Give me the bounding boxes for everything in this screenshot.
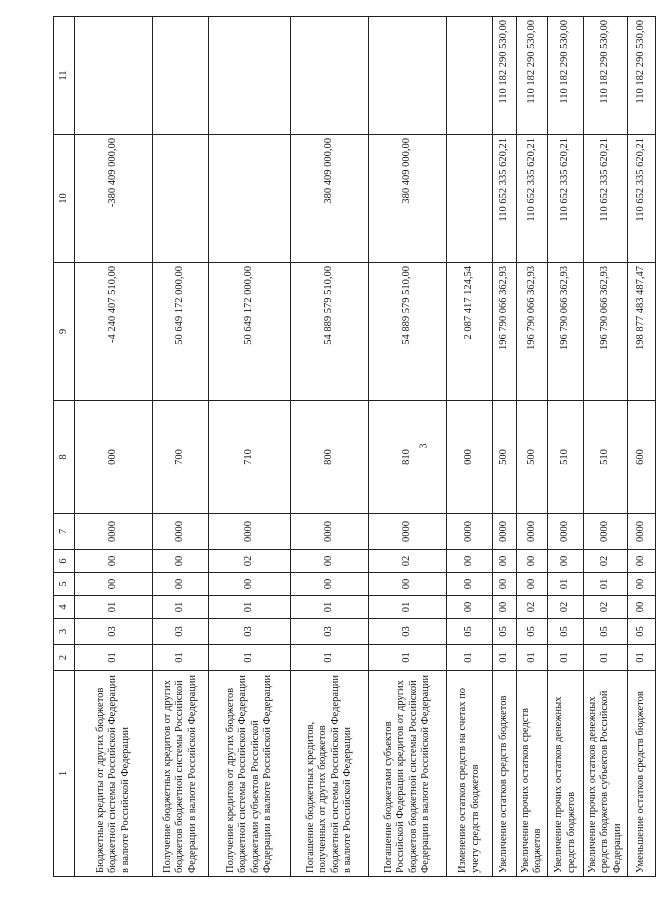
code-cell: 00 (548, 550, 584, 573)
code-cell: 00 (153, 573, 209, 596)
code-cell: 02 (584, 596, 628, 619)
column-header: 8 (54, 401, 75, 514)
code-cell: 01 (153, 596, 209, 619)
amount-cell: 196 790 066 362,93 (548, 263, 584, 401)
code-cell: 01 (628, 645, 656, 671)
code-cell: 00 (75, 550, 153, 573)
row-name-cell: Получение бюджетных кредитов от других бюджетов бюджетной системы Российской Федерации в валюте Российской Федерации (153, 671, 209, 877)
row-name-cell: Изменение остатков средств на счетах по учету средств бюджетов (447, 671, 493, 877)
code-cell: 0000 (75, 514, 153, 550)
table-body (54, 17, 656, 877)
amount-cell: 196 790 066 362,93 (517, 263, 548, 401)
table-row (628, 17, 656, 877)
code-cell: 700 (153, 401, 209, 514)
amount-cell: 110 652 335 620,21 (493, 135, 517, 263)
code-cell: 0000 (548, 514, 584, 550)
column-header: 3 (54, 619, 75, 645)
code-cell: 000 (447, 401, 493, 514)
code-cell: 600 (628, 401, 656, 514)
code-cell: 01 (548, 573, 584, 596)
code-cell: 05 (447, 619, 493, 645)
code-cell: 01 (447, 645, 493, 671)
code-cell: 00 (493, 596, 517, 619)
code-cell: 00 (628, 573, 656, 596)
code-cell: 00 (493, 550, 517, 573)
code-cell: 00 (493, 573, 517, 596)
column-header: 1 (54, 671, 75, 877)
code-cell: 01 (584, 645, 628, 671)
amount-cell: 198 877 483 487,47 (628, 263, 656, 401)
row-name-cell: Бюджетные кредиты от других бюджетов бюджетной системы Российской Федерации в валюте Российской Федерации (75, 671, 153, 877)
row-name-cell: Увеличение прочих остатков средств бюджетов (517, 671, 548, 877)
row-name-cell: Получение кредитов от других бюджетов бюджетной системы Российской Федерации бюджетами субъектов Российской Федерации в валюте Российской Федерации (209, 671, 291, 877)
code-cell: 02 (548, 596, 584, 619)
code-cell: 03 (291, 619, 369, 645)
code-cell: 03 (75, 619, 153, 645)
amount-cell (153, 17, 209, 135)
amount-cell: 54 889 579 510,00 (369, 263, 447, 401)
table-row (291, 17, 369, 877)
code-cell: 02 (584, 550, 628, 573)
table-row (369, 17, 447, 877)
code-cell: 0000 (517, 514, 548, 550)
amount-cell: 2 087 417 124,54 (447, 263, 493, 401)
column-header: 6 (54, 550, 75, 573)
amount-cell: 196 790 066 362,93 (493, 263, 517, 401)
code-cell: 02 (369, 550, 447, 573)
amount-cell (447, 135, 493, 263)
rotated-table-container (53, 17, 647, 877)
code-cell: 00 (75, 573, 153, 596)
code-cell: 02 (209, 550, 291, 573)
code-cell: 01 (517, 645, 548, 671)
table-row (75, 17, 153, 877)
code-cell: 510 (548, 401, 584, 514)
budget-sources-table (53, 16, 656, 877)
code-cell: 00 (153, 550, 209, 573)
code-cell: 0000 (369, 514, 447, 550)
code-cell: 05 (517, 619, 548, 645)
amount-cell (291, 17, 369, 135)
table-row (548, 17, 584, 877)
amount-cell (209, 135, 291, 263)
code-cell: 800 (291, 401, 369, 514)
column-header: 10 (54, 135, 75, 263)
column-header: 9 (54, 263, 75, 401)
page-number: 3 (418, 443, 430, 449)
code-cell: 02 (517, 596, 548, 619)
column-header: 7 (54, 514, 75, 550)
code-cell: 0000 (291, 514, 369, 550)
code-cell: 00 (291, 573, 369, 596)
code-cell: 01 (209, 645, 291, 671)
table-row (209, 17, 291, 877)
table-row (517, 17, 548, 877)
amount-cell: 110 652 335 620,21 (628, 135, 656, 263)
amount-cell: 380 409 000,00 (369, 135, 447, 263)
code-cell: 0000 (628, 514, 656, 550)
code-cell: 01 (291, 596, 369, 619)
amount-cell: 110 182 290 530,00 (517, 17, 548, 135)
code-cell: 510 (584, 401, 628, 514)
code-cell: 01 (369, 645, 447, 671)
code-cell: 03 (209, 619, 291, 645)
amount-cell: 196 790 066 362,93 (584, 263, 628, 401)
code-cell: 00 (447, 596, 493, 619)
column-header: 2 (54, 645, 75, 671)
code-cell: 00 (517, 550, 548, 573)
table-row (153, 17, 209, 877)
code-cell: 00 (628, 550, 656, 573)
amount-cell: -4 240 407 510,00 (75, 263, 153, 401)
code-cell: 00 (369, 573, 447, 596)
row-name-cell: Увеличение прочих остатков денежных средств бюджетов субъектов Российской Федерации (584, 671, 628, 877)
code-cell: 01 (369, 596, 447, 619)
row-name-cell: Увеличение прочих остатков денежных средств бюджетов (548, 671, 584, 877)
code-cell: 500 (493, 401, 517, 514)
code-cell: 01 (209, 596, 291, 619)
code-cell: 05 (548, 619, 584, 645)
code-cell: 05 (628, 619, 656, 645)
amount-cell: -380 409 000,00 (75, 135, 153, 263)
column-header: 5 (54, 573, 75, 596)
header-row (54, 17, 75, 877)
code-cell: 03 (153, 619, 209, 645)
row-name-cell: Уменьшение остатков средств бюджетов (628, 671, 656, 877)
amount-cell (75, 17, 153, 135)
amount-cell: 110 652 335 620,21 (517, 135, 548, 263)
row-name-cell: Погашение бюджетами субъектов Российской Федерации кредитов от других бюджетов бюджетной системы Российской Федерации в валюте Российской Федерации (369, 671, 447, 877)
table-row (584, 17, 628, 877)
amount-cell: 50 649 172 000,00 (209, 263, 291, 401)
code-cell: 01 (75, 645, 153, 671)
code-cell: 00 (209, 573, 291, 596)
table-row (447, 17, 493, 877)
code-cell: 00 (447, 573, 493, 596)
code-cell: 03 (369, 619, 447, 645)
amount-cell (447, 17, 493, 135)
row-name-cell: Погашение бюджетных кредитов, полученных от других бюджетов бюджетной системы Российской Федерации в валюте Российской Федерации (291, 671, 369, 877)
code-cell: 01 (153, 645, 209, 671)
amount-cell: 110 182 290 530,00 (548, 17, 584, 135)
amount-cell (369, 17, 447, 135)
amount-cell: 110 182 290 530,00 (584, 17, 628, 135)
amount-cell: 110 182 290 530,00 (493, 17, 517, 135)
table-row (493, 17, 517, 877)
amount-cell: 50 649 172 000,00 (153, 263, 209, 401)
amount-cell: 54 889 579 510,00 (291, 263, 369, 401)
row-name-cell: Увеличение остатков средств бюджетов (493, 671, 517, 877)
code-cell: 0000 (493, 514, 517, 550)
code-cell: 0000 (153, 514, 209, 550)
column-header: 4 (54, 596, 75, 619)
code-cell: 01 (291, 645, 369, 671)
code-cell: 500 (517, 401, 548, 514)
amount-cell: 110 182 290 530,00 (628, 17, 656, 135)
code-cell: 01 (548, 645, 584, 671)
code-cell: 0000 (447, 514, 493, 550)
code-cell: 710 (209, 401, 291, 514)
amount-cell: 110 652 335 620,21 (584, 135, 628, 263)
code-cell: 05 (584, 619, 628, 645)
code-cell: 01 (493, 645, 517, 671)
code-cell: 000 (75, 401, 153, 514)
code-cell: 01 (584, 573, 628, 596)
code-cell: 0000 (209, 514, 291, 550)
code-cell: 00 (517, 573, 548, 596)
code-cell: 00 (628, 596, 656, 619)
code-cell: 0000 (584, 514, 628, 550)
code-cell: 00 (447, 550, 493, 573)
code-cell: 01 (75, 596, 153, 619)
amount-cell: 110 652 335 620,21 (548, 135, 584, 263)
column-header: 11 (54, 17, 75, 135)
amount-cell (153, 135, 209, 263)
code-cell: 810 (369, 401, 447, 514)
code-cell: 05 (493, 619, 517, 645)
amount-cell: 380 409 000,00 (291, 135, 369, 263)
code-cell: 00 (291, 550, 369, 573)
amount-cell (209, 17, 291, 135)
